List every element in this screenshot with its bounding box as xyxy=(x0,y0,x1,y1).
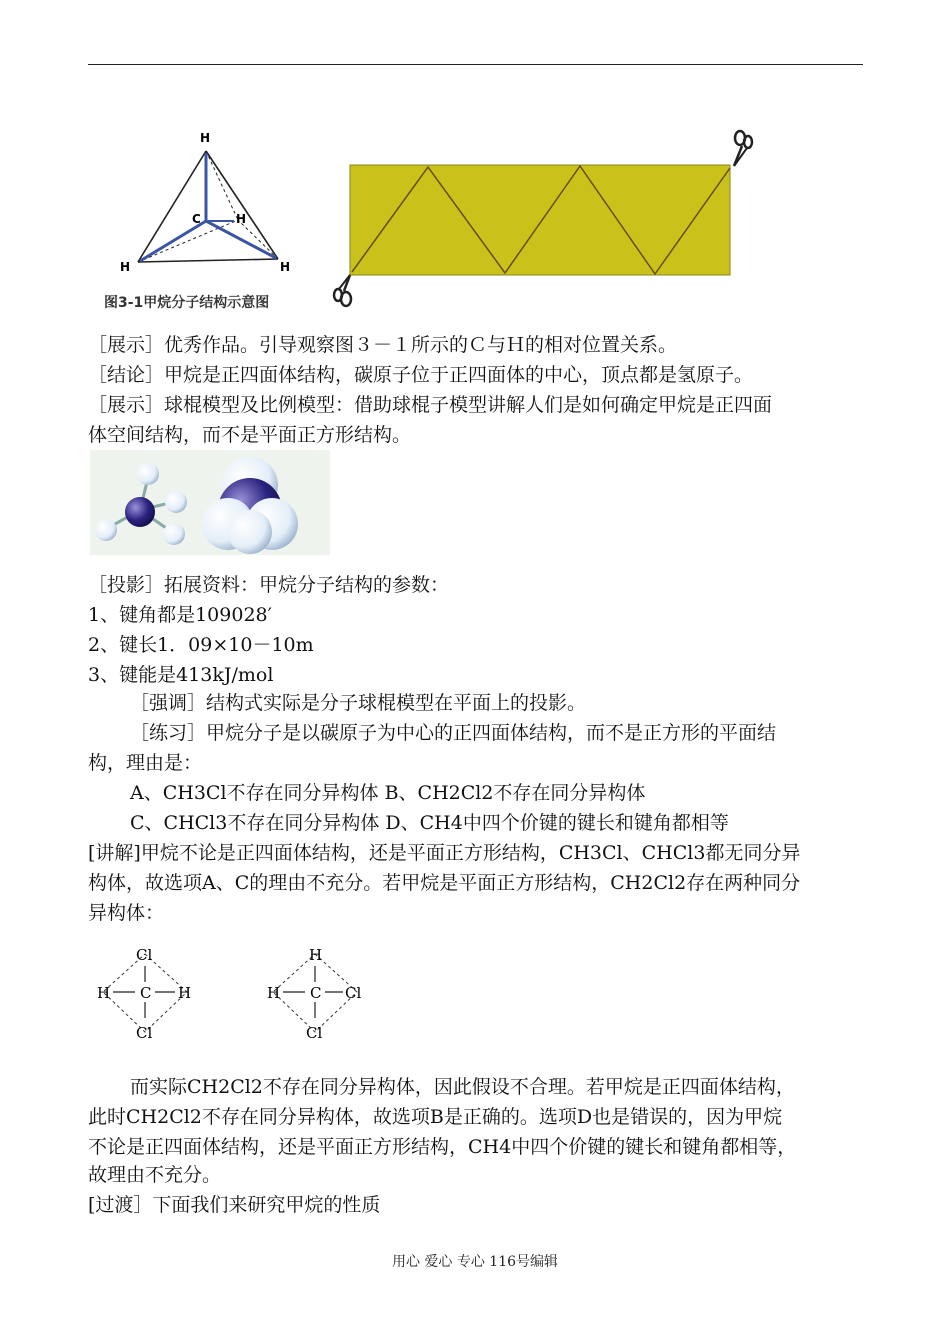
tetra-hidden-edge xyxy=(206,151,238,220)
text-line: ［结论］甲烷是正四面体结构，碳原子位于正四面体的中心，顶点都是氢原子。 xyxy=(88,364,754,386)
atom-cl-top: Cl xyxy=(136,946,153,964)
paper-strip-figure xyxy=(330,120,760,315)
label-c: C xyxy=(192,212,201,226)
text-line: 异构体： xyxy=(88,902,165,924)
tetra-edge xyxy=(206,151,278,259)
text-line: ［练习］甲烷分子是以碳原子为中心的正四面体结构，而不是正方形的平面结 xyxy=(130,722,777,744)
text-line: 而实际CH2Cl2不存在同分异构体，因此假设不合理。若甲烷是正四面体结构， xyxy=(130,1076,795,1098)
methane-tetrahedron-diagram xyxy=(110,125,310,275)
text-line: 构，理由是： xyxy=(88,752,203,774)
atom-h-left: H xyxy=(97,984,111,1002)
text-line: 此时CH2Cl2不存在同分异构体，故选项B是正确的。选项D也是错误的，因为甲烷 xyxy=(88,1106,783,1128)
atom-cl-bottom: Cl xyxy=(306,1024,323,1042)
text-line: 1、键角都是109028′ xyxy=(88,604,272,626)
atom-cl-right: Cl xyxy=(345,984,362,1002)
scissors-icon xyxy=(734,131,752,166)
text-line: A、CH3Cl不存在同分异构体 B、CH2Cl2不存在同分异构体 xyxy=(130,782,646,804)
text-line: 体空间结构，而不是平面正方形结构。 xyxy=(88,424,412,446)
paper-strip xyxy=(350,165,730,275)
text-line: [讲解]甲烷不论是正四面体结构，还是平面正方形结构，CH3Cl、CHCl3都无同分异 xyxy=(88,842,801,864)
atom-c-center: C xyxy=(140,984,152,1002)
figure-caption: 图3-1甲烷分子结构示意图 xyxy=(104,295,270,311)
text-line: 故理由不充分。 xyxy=(88,1164,222,1186)
atom-c-center: C xyxy=(310,984,322,1002)
label-h-right: H xyxy=(280,260,291,274)
label-h-inner: H xyxy=(236,212,247,226)
text-line: 3、键能是413kJ/mol xyxy=(88,664,274,686)
text-line: ［投影］拓展资料：甲烷分子结构的参数： xyxy=(88,574,450,596)
text-line: ［展示］优秀作品。引导观察图３－１所示的Ｃ与Ｈ的相对位置关系。 xyxy=(88,334,678,356)
planar-isomer-1 xyxy=(95,940,205,1045)
atom-h-left: H xyxy=(267,984,281,1002)
methane-models-figure xyxy=(90,450,330,555)
text-line: 不论是正四面体结构，还是平面正方形结构，CH4中四个价键的键长和键角都相等， xyxy=(88,1136,797,1158)
text-line: ［展示］球棍模型及比例模型：借助球棍子模型讲解人们是如何确定甲烷是正四面 xyxy=(88,394,773,416)
header-rule xyxy=(88,64,863,65)
label-h-left: H xyxy=(120,260,131,274)
planar-isomer-2 xyxy=(265,940,375,1045)
text-line: 2、键长1．09×10－10m xyxy=(88,634,314,656)
page-footer: 用心 爱心 专心 116号编辑 xyxy=(391,1254,559,1270)
atom-h-right: H xyxy=(178,984,192,1002)
text-line: ［强调］结构式实际是分子球棍模型在平面上的投影。 xyxy=(130,692,587,714)
tetra-hidden-edge xyxy=(138,220,238,262)
c-h-bond xyxy=(140,221,206,261)
scissors-icon xyxy=(334,275,351,306)
text-line: 构体，故选项A、C的理由不充分。若甲烷是平面正方形结构，CH2Cl2存在两种同分 xyxy=(88,872,801,894)
text-line: [过渡］下面我们来研究甲烷的性质 xyxy=(88,1194,381,1216)
label-h-top: H xyxy=(200,131,211,145)
tetra-edge xyxy=(138,151,206,262)
atom-h-top: H xyxy=(309,946,323,964)
text-line: C、CHCl3不存在同分异构体 D、CH4中四个价键的键长和键角都相等 xyxy=(130,812,729,834)
tetra-edge xyxy=(138,259,278,262)
atom-cl-bottom: Cl xyxy=(136,1024,153,1042)
